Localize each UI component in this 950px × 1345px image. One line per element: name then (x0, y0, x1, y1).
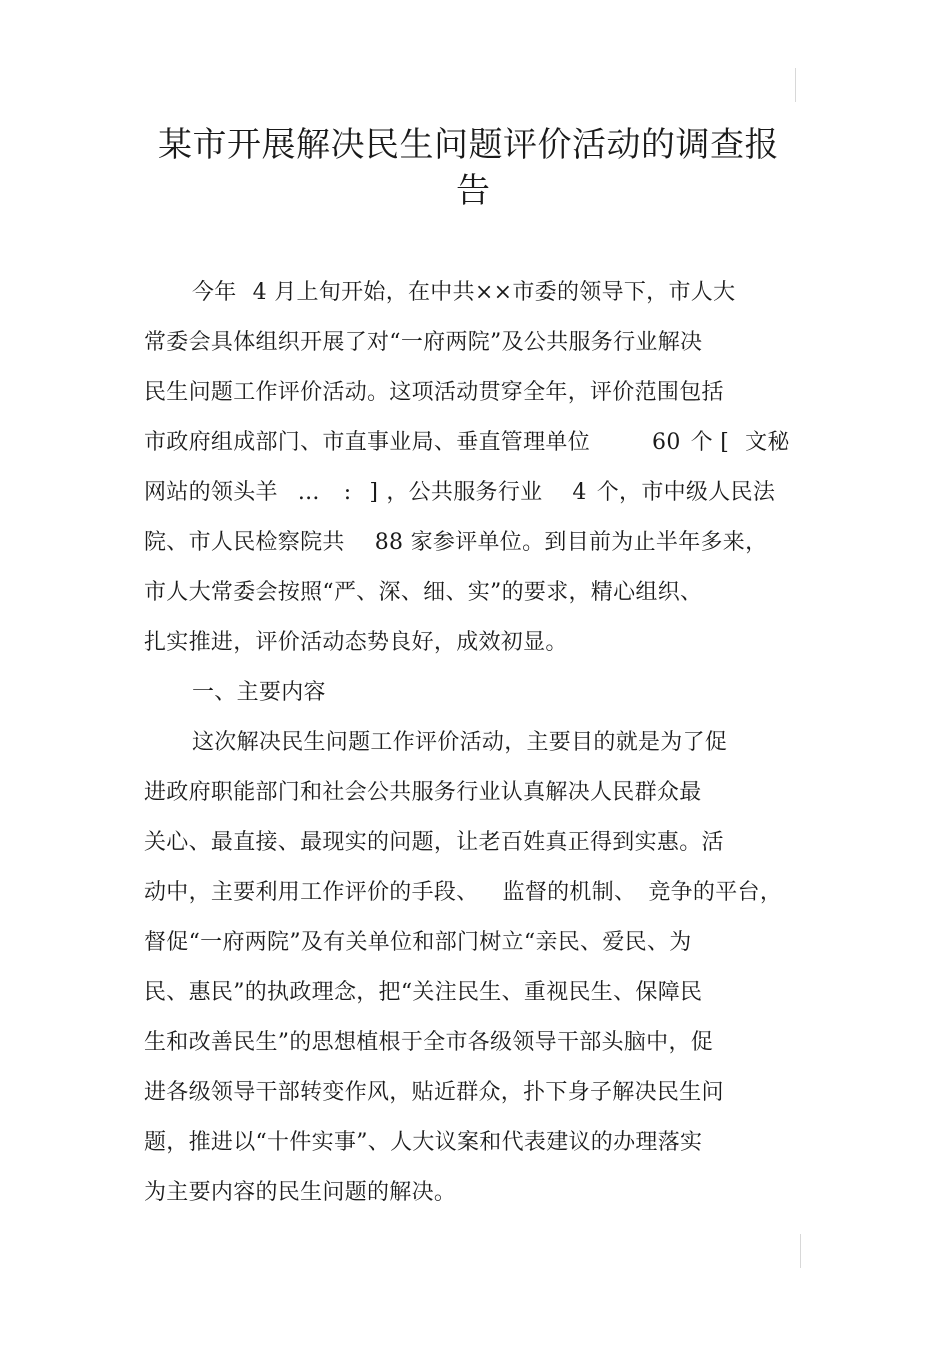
p2-line-8: 进各级领导干部转变作风，贴近群众，扑下身子解决民生问 (144, 1080, 724, 1105)
margin-mark-top-right (795, 68, 796, 102)
p1-line-2: 常委会具体组织开展了对“一府两院”及公共服务行业解决 (144, 330, 703, 355)
p2-line-2: 进政府职能部门和社会公共服务行业认真解决人民群众最 (144, 780, 702, 805)
p1-line-8: 扎实推进，评价活动态势良好，成效初显。 (144, 630, 568, 655)
p2-line-6: 民、惠民”的执政理念，把“关注民生、重视民生、保障民 (144, 980, 703, 1005)
p1-line-6: 院、市人民检察院共 88 家参评单位。到目前为止半年多来， (144, 530, 768, 555)
p2-line-1: 这次解决民生问题工作评价活动，主要目的就是为了促 (192, 730, 728, 755)
p1-line-1: 今年 4 月上旬开始，在中共××市委的领导下，市人大 (192, 280, 736, 305)
margin-mark-bottom-right (800, 1234, 801, 1268)
title-line-1: 某市开展解决民生问题评价活动的调查报 (158, 125, 779, 165)
p1-line-3: 民生问题工作评价活动。这项活动贯穿全年，评价范围包括 (144, 380, 724, 405)
p1-line-4: 市政府组成部门、市直事业局、垂直管理单位 60 个 [ 文秘 (144, 430, 790, 455)
document-title (150, 122, 790, 214)
p2-line-9: 题，推进以“十件实事”、人大议案和代表建议的办理落实 (144, 1130, 703, 1155)
p1-line-7: 市人大常委会按照“严、深、细、实”的要求，精心组织、 (144, 580, 703, 605)
title-line-2: 告 (456, 171, 491, 211)
p2-line-4: 动中，主要利用工作评价的手段、 监督的机制、 竞争的平台， (144, 880, 783, 905)
p2-line-3: 关心、最直接、最现实的问题，让老百姓真正得到实惠。活 (144, 830, 724, 855)
section-heading-1: 一、主要内容 (192, 680, 326, 705)
p1-line-5: 网站的领头羊 ... : ] ，公共服务行业 4 个，市中级人民法 (144, 480, 776, 505)
p2-line-5: 督促“一府两院”及有关单位和部门树立“亲民、爱民、为 (144, 930, 692, 955)
p2-line-10: 为主要内容的民生问题的解决。 (144, 1180, 457, 1205)
p2-line-7: 生和改善民生”的思想植根于全市各级领导干部头脑中，促 (144, 1030, 714, 1055)
